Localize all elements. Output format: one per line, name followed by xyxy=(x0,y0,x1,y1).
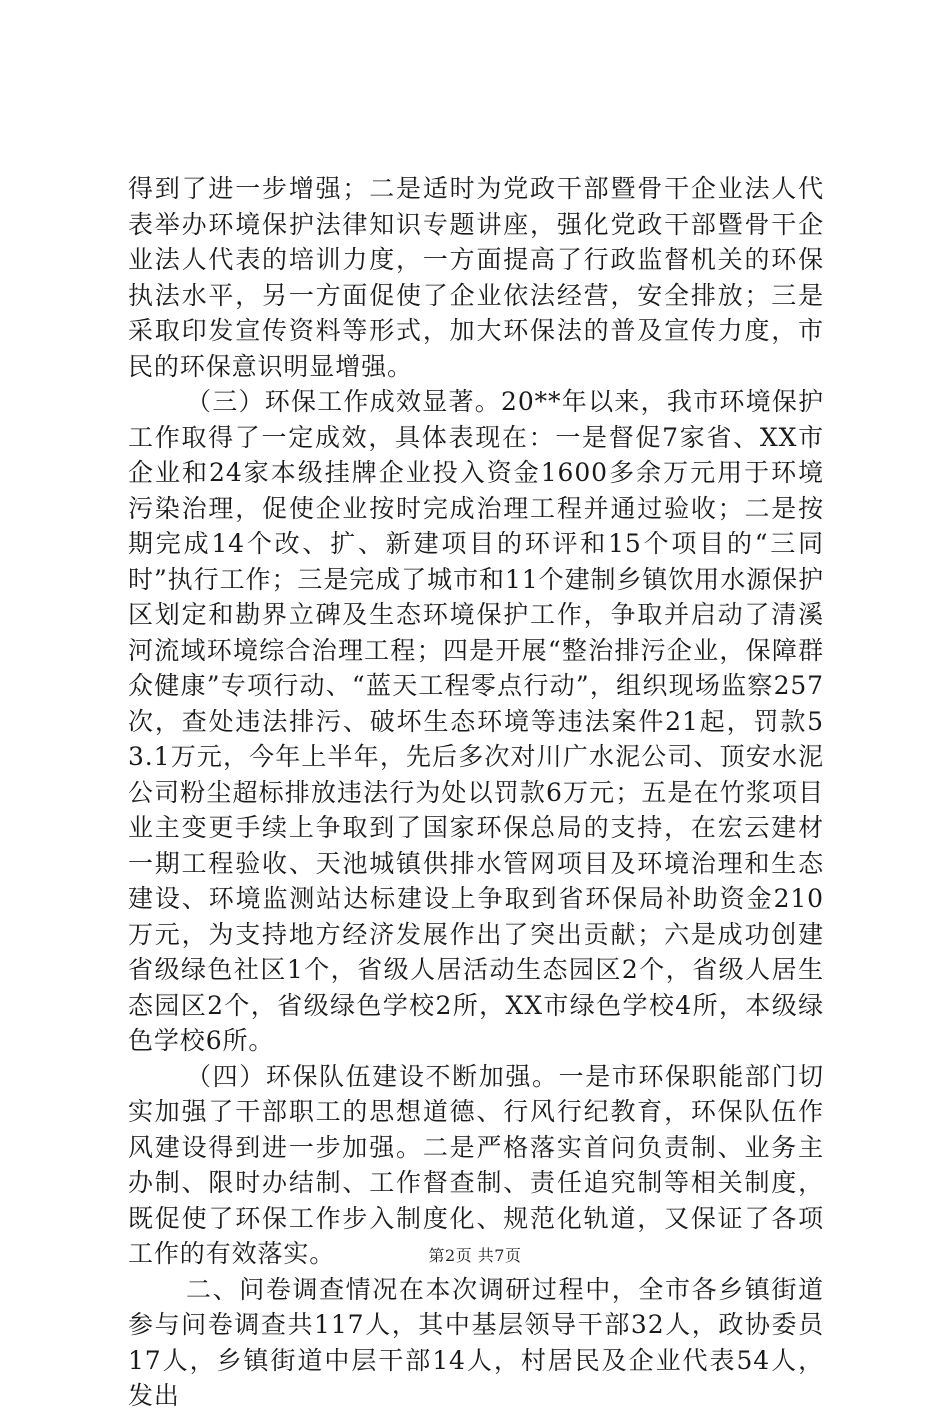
page-footer: 第2页 共7页 xyxy=(428,1246,522,1265)
paragraph-section-4: （四）环保队伍建设不断加强。一是市环保职能部门切实加强了干部职工的思想道德、行风行纪教育，环保队伍作风建设得到进一步加强。二是严格落实首问负责制、业务主办制、限时办结制、工作督查制、责任追究制等相关制度，既促使了环保工作步入制度化、规范化轨道，又保证了各项工作的有效落实。 xyxy=(128,1061,824,1268)
paragraph-survey: 二、问卷调查情况在本次调研过程中，全市各乡镇街道参与问卷调查共117人，其中基层领导干部32人，政协委员17人，乡镇街道中层干部14人，村居民及企业代表54人，发出 xyxy=(128,1274,824,1410)
paragraph-continuation: 得到了进一步增强；二是适时为党政干部暨骨干企业法人代表举办环境保护法律知识专题讲座，强化党政干部暨骨干企业法人代表的培训力度，一方面提高了行政监督机关的环保执法水平，另一方面促使了企业依法经营，安全排放；三是采取印发宣传资料等形式，加大环保法的普及宣传力度，市民的环保意识明显增强。 xyxy=(128,174,824,381)
paragraph-section-3: （三）环保工作成效显著。20**年以来，我市环境保护工作取得了一定成效，具体表现在：一是督促7家省、XX市企业和24家本级挂牌企业投入资金1600多余万元用于环境污染治理，促使企业按时完成治理工程并通过验收；二是按期完成14个改、扩、新建项目的环评和15个项目的“三同时”执行工作；三是完成了城市和11个建制乡镇饮用水源保护区划定和勘界立碑及生态环境保护工作，争取并启动了清溪河流域环境综合治理工程；四是开展“整治排污企业，保障群众健康”专项行动、“蓝天工程零点行动”，组织现场监察257次，查处违法排污、破坏生态环境等违法案件21起，罚款53.1万元，今年上半年，先后多次对川广水泥公司、顶安水泥公司粉尘超标排放违法行为处以罚款6万元；五是在竹浆项目业主变更手续上争取到了国家环保总局的支持，在宏云建材一期工程验收、天池城镇供排水管网项目及环境治理和生态建设、环境监测站达标建设上争取到省环保局补助资金210万元，为支持地方经济发展作出了突出贡献；六是成功创建省级绿色社区1个，省级人居活动生态园区2个，省级人居生态园区2个，省级绿色学校2所，XX市绿色学校4所，本级绿色学校6所。 xyxy=(128,387,824,1055)
document-body xyxy=(128,171,824,1414)
